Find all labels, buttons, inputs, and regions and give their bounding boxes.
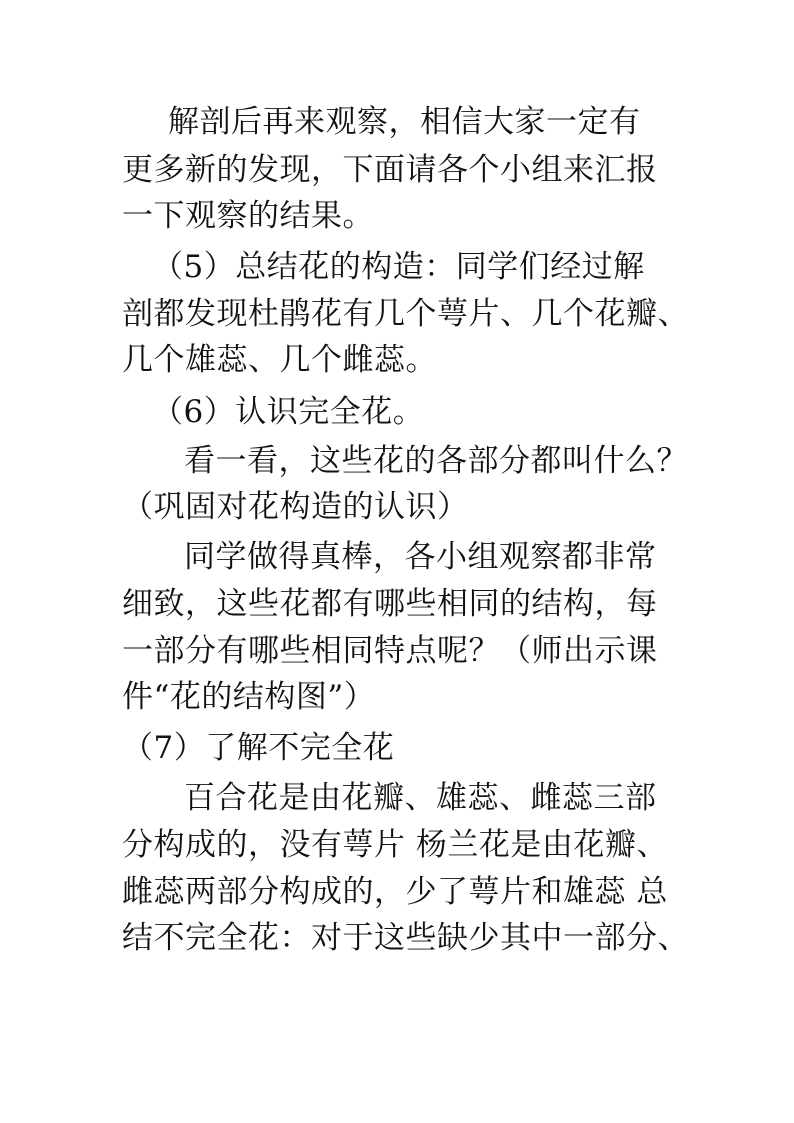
paragraph-line-15: 百合花是由花瓣、雄蕊、雌蕊三部 — [184, 780, 657, 816]
paragraph-line-2: 更多新的发现，下面请各个小组来汇报 — [122, 152, 658, 188]
paragraph-line-10: 同学做得真棒，各小组观察都非常 — [184, 539, 657, 575]
section-heading-7: （7）了解不完全花 — [122, 730, 395, 766]
paragraph-line-5: 剖都发现杜鹃花有几个萼片、几个花瓣、 — [122, 296, 689, 332]
paragraph-line-8: 看一看，这些花的各部分都叫什么？ — [184, 443, 688, 479]
paragraph-line-1: 解剖后再来观察，相信大家一定有 — [168, 104, 641, 140]
paragraph-line-16: 分构成的，没有萼片 杨兰花是由花瓣、 — [122, 827, 668, 863]
section-heading-5: （5）总结花的构造：同学们经过解 — [152, 249, 645, 285]
section-heading-6: （6）认识完全花。 — [152, 394, 425, 430]
paragraph-line-9: （巩固对花构造的认识） — [122, 489, 469, 525]
paragraph-line-17: 雌蕊两部分构成的，少了萼片和雄蕊 总 — [122, 874, 668, 910]
paragraph-line-18: 结不完全花：对于这些缺少其中一部分、 — [122, 920, 689, 956]
paragraph-line-3: 一下观察的结果。 — [122, 198, 374, 234]
paragraph-line-6: 几个雄蕊、几个雌蕊。 — [122, 342, 437, 378]
paragraph-line-13: 件“花的结构图”） — [122, 679, 376, 715]
paragraph-line-11: 细致，这些花都有哪些相同的结构，每 — [122, 586, 658, 622]
paragraph-line-12: 一部分有哪些相同特点呢？（师出示课 — [122, 633, 658, 669]
